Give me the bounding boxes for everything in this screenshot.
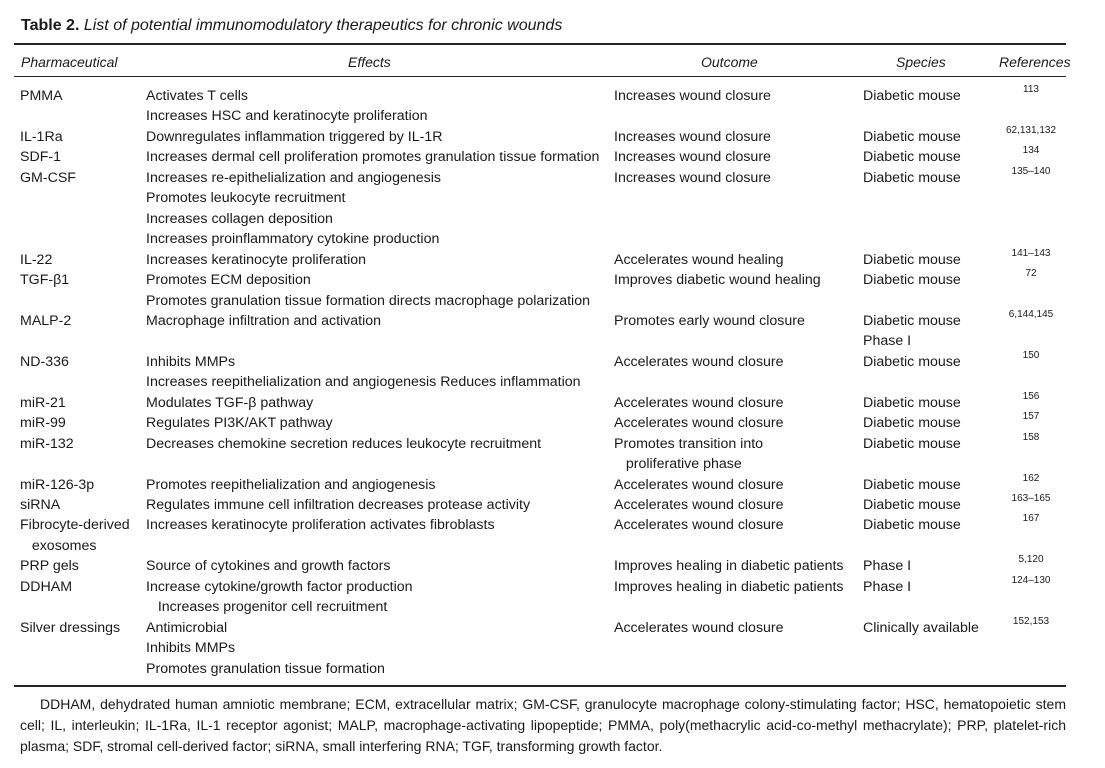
- cell-sp: Diabetic mouse: [863, 169, 961, 186]
- table-row: [0, 293, 1105, 314]
- table-row: [0, 554, 1105, 579]
- cell-ef: Increases dermal cell proliferation promotes granulation tissue formation: [146, 149, 600, 166]
- cell-ef: Inhibits MMPs: [146, 640, 236, 657]
- table-row: [0, 661, 1105, 682]
- cell-ou: Accelerates wound healing: [614, 251, 784, 268]
- cell-ef: Promotes granulation tissue formation: [146, 660, 385, 677]
- table-row: [0, 190, 1105, 211]
- cell-ef: Downregulates inflammation triggered by IL-1R: [146, 128, 443, 145]
- table-row: [0, 599, 1105, 620]
- table-row: [0, 165, 1105, 191]
- table-row: [0, 374, 1105, 395]
- table-row: [0, 493, 1105, 518]
- cell-rf: 158: [1022, 431, 1040, 443]
- cell-sp: Diabetic mouse: [863, 272, 961, 289]
- cell-ou: Accelerates wound closure: [614, 394, 784, 411]
- cell-ef: Increases reepithelialization and angiogenesis Reduces inflammation: [146, 374, 581, 391]
- cell-rf: 150: [1022, 349, 1040, 361]
- cell-ou: Increases wound closure: [614, 128, 771, 145]
- cell-ph: exosomes: [20, 537, 97, 554]
- table-row: [0, 411, 1105, 436]
- cell-ph: Fibrocyte-derived: [20, 517, 130, 534]
- table-row: [0, 390, 1105, 416]
- cell-ef: Increases collagen deposition: [146, 210, 333, 227]
- table-row: [0, 211, 1105, 232]
- cell-ph: ND-336: [20, 353, 69, 370]
- table-row: [0, 513, 1105, 538]
- cell-ou: Accelerates wound closure: [614, 353, 784, 370]
- cell-ou: Improves healing in diabetic patients: [614, 558, 844, 575]
- cell-rf: 134: [1022, 145, 1040, 157]
- table-row: [0, 333, 1105, 354]
- cell-ph: MALP-2: [20, 312, 72, 329]
- table-footnote: DDHAM, dehydrated human amniotic membrane; ECM, extracellular matrix; GM-CSF, granulocyte macrophage colony-stimulating factor; HSC, hematopoietic stem cell; IL, interleukin; IL-1Ra, IL-1 receptor agonist; MALP, macrophage-activating lipopeptide; PMMA, poly(methacrylic acid-co-methyl methacrylate); PRP, platelet-rich plasma; SDF, stromal cell-derived factor; siRNA, small interfering RNA; TGF, transforming growth factor.: [20, 696, 1066, 754]
- cell-rf: 6,144,145: [1008, 308, 1054, 320]
- cell-sp: Diabetic mouse: [863, 128, 961, 145]
- cell-ph: DDHAM: [20, 578, 73, 595]
- cell-sp: Diabetic mouse: [863, 353, 961, 370]
- cell-ph: PRP gels: [20, 558, 79, 575]
- cell-rf: 135–140: [1011, 165, 1051, 177]
- cell-rf: 162: [1022, 472, 1040, 484]
- cell-ef: Increases keratinocyte proliferation activates fibroblasts: [146, 517, 495, 534]
- cell-ef: Promotes ECM deposition: [146, 272, 311, 289]
- table-row: [0, 231, 1105, 252]
- cell-sp: Diabetic mouse: [863, 251, 961, 268]
- cell-rf: 157: [1022, 411, 1040, 423]
- cell-ef: Regulates immune cell infiltration decreases protease activity: [146, 497, 531, 513]
- cell-ou: Increases wound closure: [614, 88, 771, 104]
- table-row: [0, 538, 1105, 559]
- cell-rf: 167: [1022, 513, 1040, 525]
- header-species: Species: [896, 54, 946, 70]
- cell-sp: Diabetic mouse: [863, 88, 961, 104]
- cell-rf: 62,131,132: [1005, 124, 1057, 136]
- top-rule: [14, 43, 1066, 45]
- cell-ef: Promotes granulation tissue formation directs macrophage polarization: [146, 292, 590, 309]
- cell-ou: Improves healing in diabetic patients: [614, 578, 844, 595]
- cell-sp: Phase I: [863, 558, 912, 575]
- table-label: Table 2.: [21, 17, 80, 34]
- cell-ou: Accelerates wound closure: [614, 476, 784, 493]
- cell-ph: miR-126-3p: [20, 476, 95, 493]
- cell-ph: IL-1Ra: [20, 128, 63, 145]
- cell-sp: Diabetic mouse: [863, 312, 961, 329]
- cell-ou: Improves diabetic wound healing: [614, 272, 821, 289]
- cell-rf: 152,153: [1012, 615, 1050, 627]
- table-row: [0, 472, 1105, 498]
- cell-rf: 141–143: [1011, 247, 1051, 259]
- header-effects: Effects: [348, 54, 391, 70]
- cell-ef: Inhibits MMPs: [146, 353, 236, 370]
- cell-ef: Increase cytokine/growth factor production: [146, 578, 413, 595]
- table-row: [0, 431, 1105, 457]
- cell-sp: Clinically available: [863, 619, 979, 636]
- header-pharmaceutical: Pharmaceutical: [21, 54, 118, 70]
- cell-sp: Diabetic mouse: [863, 517, 961, 534]
- table-row: [0, 84, 1105, 109]
- table-row: [0, 640, 1105, 661]
- table-row: [0, 615, 1105, 641]
- cell-ou: Promotes early wound closure: [614, 312, 805, 329]
- cell-ef: Increases proinflammatory cytokine production: [146, 231, 440, 248]
- header-references: References: [999, 54, 1071, 70]
- cell-ph: miR-132: [20, 435, 74, 452]
- cell-ef: Increases progenitor cell recruitment: [146, 599, 388, 616]
- cell-ef: Regulates PI3K/AKT pathway: [146, 415, 333, 432]
- cell-ef: Activates T cells: [146, 88, 248, 104]
- cell-ef: Increases HSC and keratinocyte proliferation: [146, 108, 428, 125]
- cell-ef: Decreases chemokine secretion reduces leukocyte recruitment: [146, 435, 542, 452]
- cell-ef: Macrophage infiltration and activation: [146, 312, 382, 329]
- cell-sp: Diabetic mouse: [863, 394, 961, 411]
- cell-ef: Promotes reepithelialization and angiogenesis: [146, 476, 436, 493]
- bottom-rule: [14, 685, 1066, 687]
- cell-ou: Increases wound closure: [614, 149, 771, 166]
- table-row: [0, 349, 1105, 375]
- table-row: [0, 308, 1105, 334]
- cell-rf: 163–165: [1011, 493, 1051, 504]
- table-row: [0, 456, 1105, 477]
- header-outcome: Outcome: [701, 54, 758, 70]
- cell-ou: Increases wound closure: [614, 169, 771, 186]
- table-row: [0, 108, 1105, 129]
- cell-ph: miR-99: [20, 415, 66, 432]
- table-row: [0, 145, 1105, 170]
- cell-sp: Diabetic mouse: [863, 476, 961, 493]
- cell-rf: 124–130: [1011, 574, 1051, 586]
- cell-ef: Increases keratinocyte proliferation: [146, 251, 367, 268]
- cell-rf: 72: [1025, 268, 1037, 280]
- cell-ph: siRNA: [20, 497, 61, 513]
- cell-ph: PMMA: [20, 88, 63, 104]
- header-rule: [14, 76, 1066, 77]
- cell-ef: Modulates TGF-β pathway: [146, 394, 314, 411]
- table-row: [0, 574, 1105, 600]
- cell-ou: Accelerates wound closure: [614, 619, 784, 636]
- cell-sp: Diabetic mouse: [863, 415, 961, 432]
- cell-ph: miR-21: [20, 394, 66, 411]
- cell-ef: Increases re-epithelialization and angiogenesis: [146, 169, 441, 186]
- cell-rf: 156: [1022, 390, 1040, 402]
- cell-ef: Source of cytokines and growth factors: [146, 558, 391, 575]
- cell-ou: Accelerates wound closure: [614, 517, 784, 534]
- cell-ph: TGF-β1: [20, 272, 70, 289]
- cell-sp: Phase I: [863, 333, 912, 350]
- cell-ou: Promotes transition into: [614, 435, 764, 452]
- cell-ou: proliferative phase: [614, 456, 742, 473]
- cell-ef: Antimicrobial: [146, 619, 228, 636]
- table-caption: List of potential immunomodulatory therapeutics for chronic wounds: [83, 17, 563, 34]
- cell-sp: Diabetic mouse: [863, 149, 961, 166]
- cell-ph: SDF-1: [20, 149, 61, 166]
- cell-ou: Accelerates wound closure: [614, 415, 784, 432]
- cell-sp: Phase I: [863, 578, 912, 595]
- table-row: [0, 247, 1105, 273]
- cell-rf: 5,120: [1018, 554, 1044, 566]
- cell-ph: GM-CSF: [20, 169, 76, 186]
- cell-ou: Accelerates wound closure: [614, 497, 784, 513]
- table-row: [0, 124, 1105, 150]
- cell-rf: 113: [1023, 84, 1039, 95]
- cell-ph: IL-22: [20, 251, 53, 268]
- table-row: [0, 268, 1105, 293]
- cell-ef: Promotes leukocyte recruitment: [146, 190, 346, 207]
- cell-sp: Diabetic mouse: [863, 497, 961, 513]
- table-title: [21, 17, 562, 35]
- cell-ph: Silver dressings: [20, 619, 121, 636]
- cell-sp: Diabetic mouse: [863, 435, 961, 452]
